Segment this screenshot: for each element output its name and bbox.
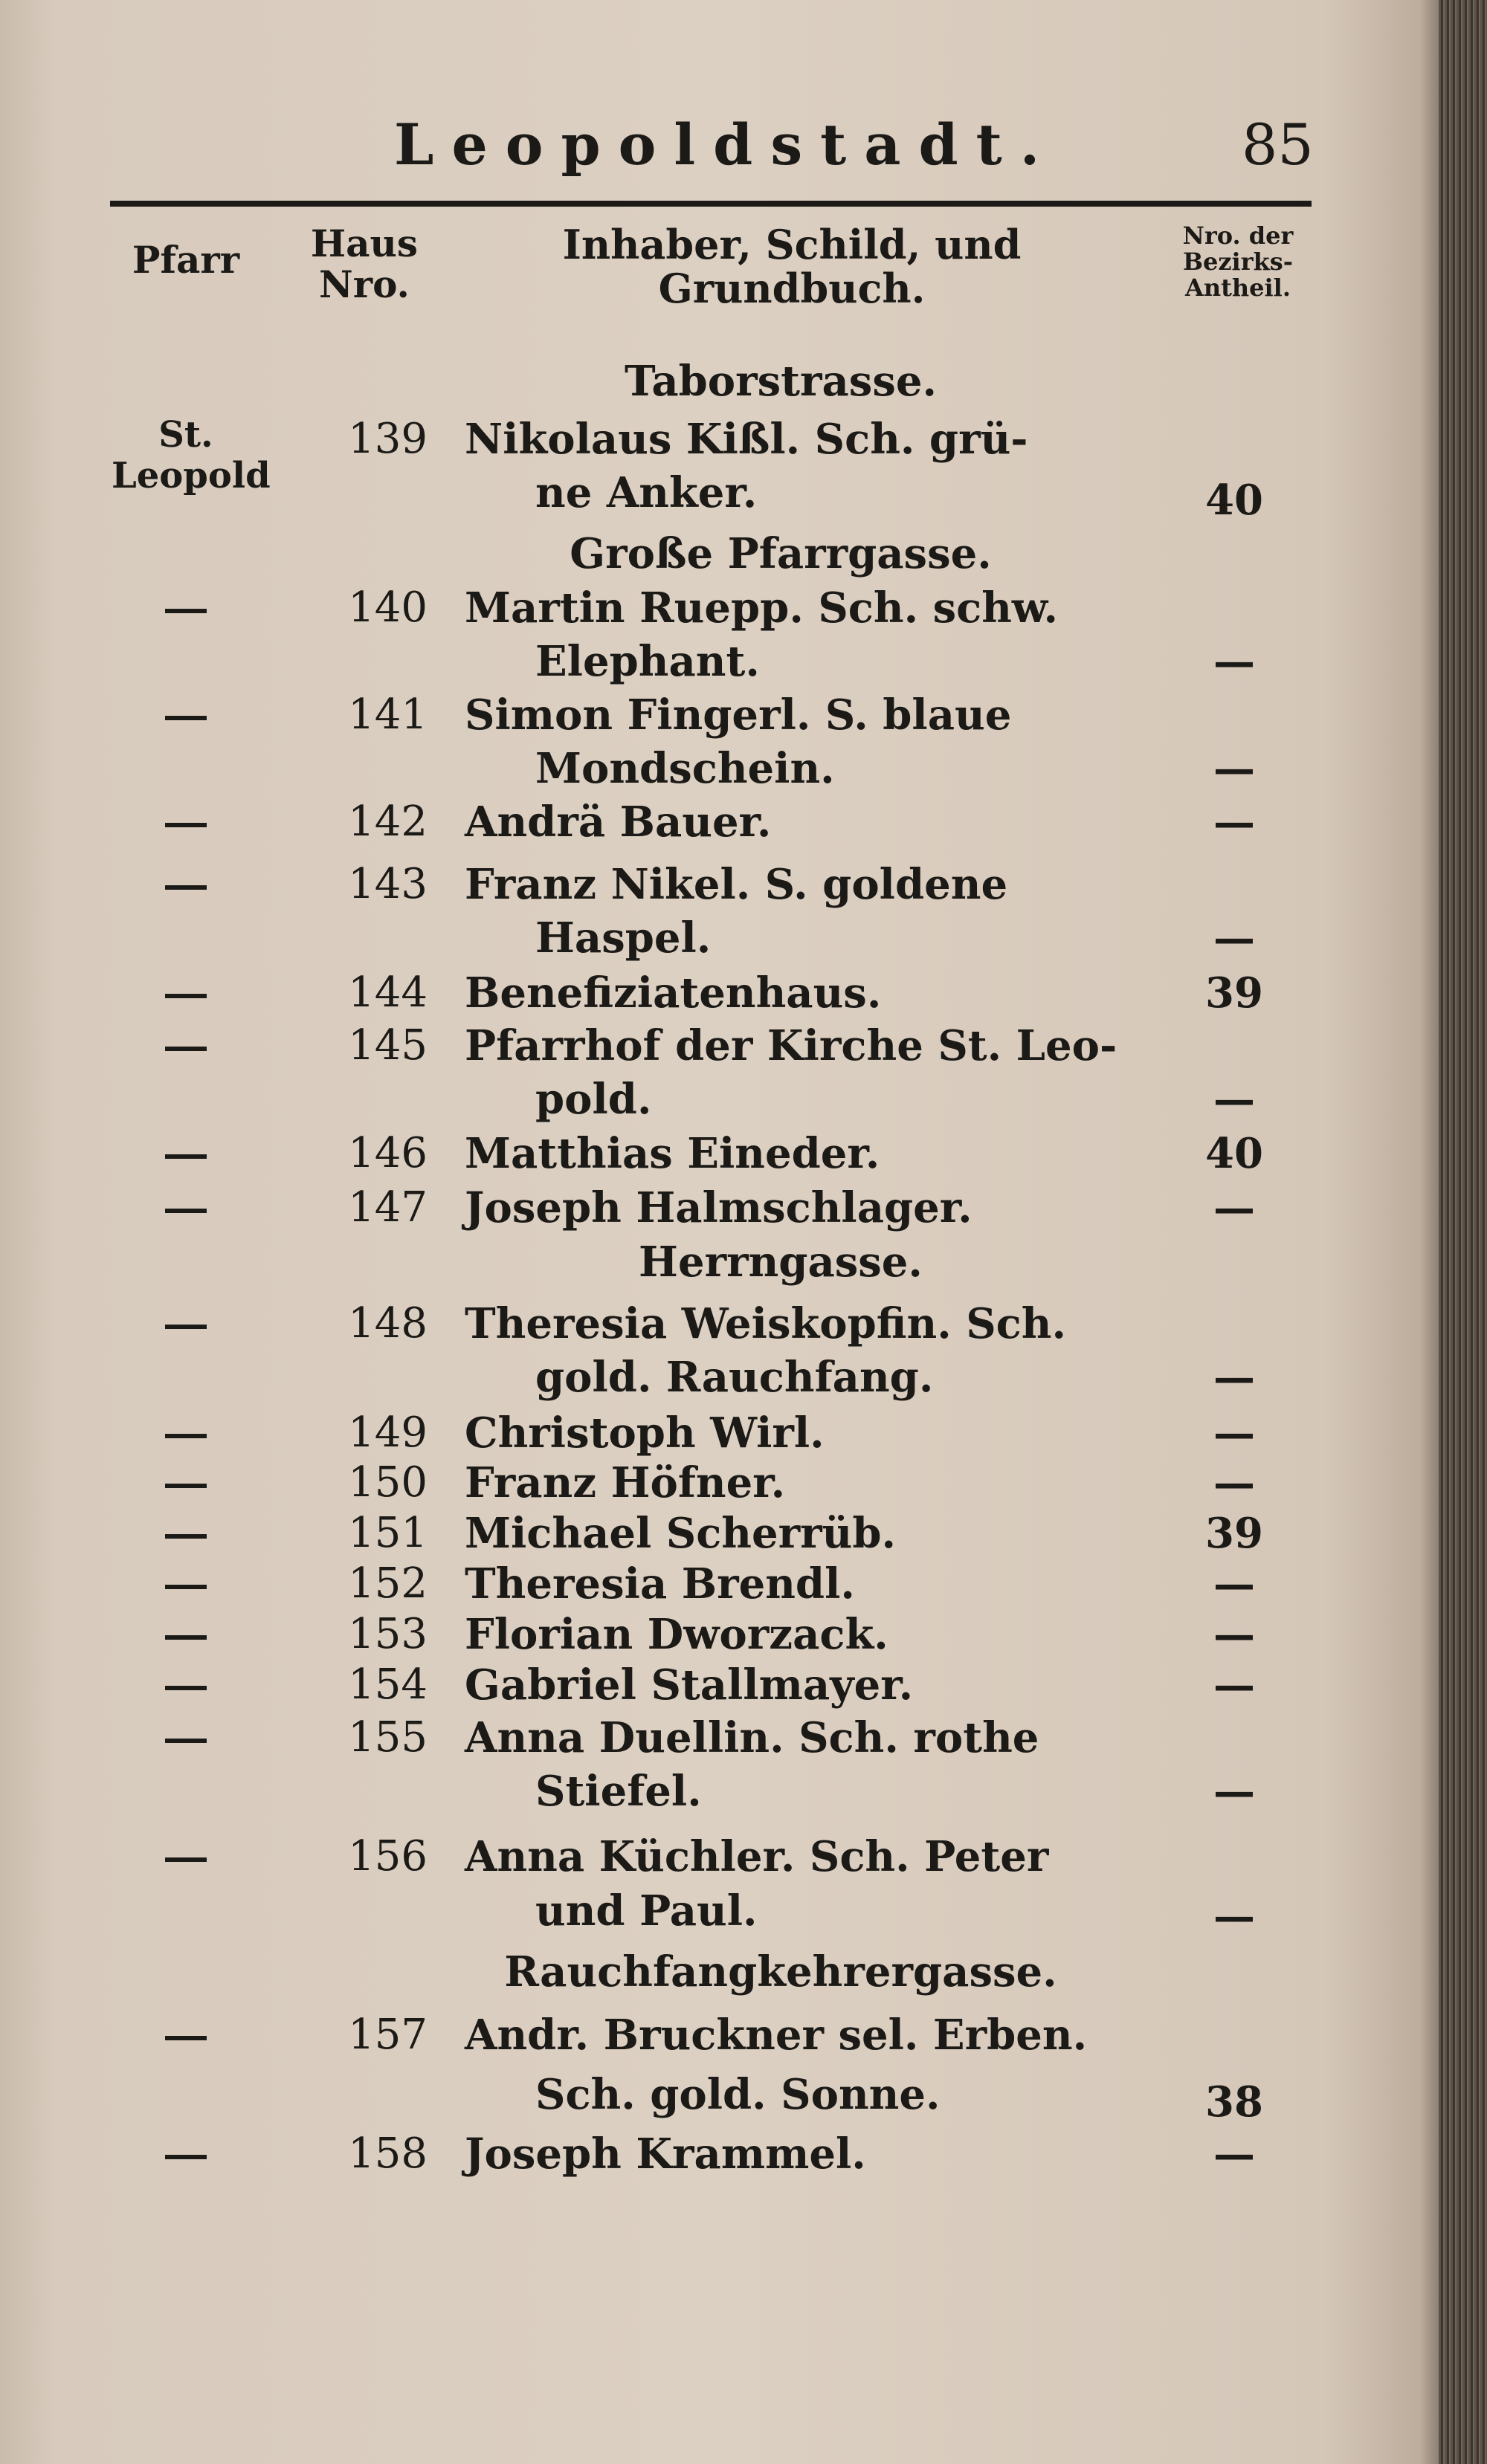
- owner-text: Anna Küchler. Sch. Peter: [465, 1832, 1049, 1881]
- bezirk-cell: —: [1213, 914, 1255, 963]
- bezirk-cell: 39: [1205, 1509, 1263, 1558]
- ditto-dash: [165, 1434, 207, 1438]
- house-number: 151: [348, 1509, 428, 1557]
- ditto-dash: [165, 1154, 207, 1159]
- column-header-inhaber: Inhaber, Schild, und Grundbuch.: [562, 221, 1022, 313]
- book-edge: [1439, 0, 1487, 2464]
- table-row: [0, 1832, 1439, 1884]
- table-row: [0, 1021, 1439, 1073]
- owner-text: Andr. Bruckner sel. Erben.: [465, 2011, 1088, 2060]
- bezirk-cell: —: [1213, 1353, 1255, 1402]
- owner-text: Simon Fingerl. S. blaue: [465, 691, 1012, 740]
- owner-continuation: Mondschein.: [535, 744, 835, 793]
- table-row: [0, 1559, 1439, 1611]
- owner-continuation: Haspel.: [535, 914, 712, 963]
- bezirk-cell: —: [1213, 1183, 1255, 1232]
- ditto-dash: [165, 823, 207, 827]
- pfarr-cell: [112, 1661, 260, 1710]
- street-heading: Taborstrasse.: [625, 357, 937, 406]
- table-row: [0, 1183, 1439, 1235]
- ditto-dash: [165, 1635, 207, 1640]
- bezirk-cell: —: [1213, 1409, 1255, 1458]
- house-number: 157: [348, 2011, 428, 2059]
- ditto-dash: [165, 609, 207, 613]
- house-number: 158: [348, 2130, 428, 2178]
- owner-continuation: Sch. gold. Sonne.: [535, 2070, 941, 2119]
- street-heading: Herrngasse.: [639, 1238, 923, 1287]
- table-row: [0, 1409, 1439, 1461]
- pfarr-cell: [112, 1713, 260, 1762]
- owner-text: Anna Duellin. Sch. rothe: [465, 1713, 1039, 1762]
- house-number: 143: [348, 860, 428, 908]
- street-heading: Rauchfangkehrergasse.: [504, 1947, 1057, 1996]
- owner-continuation: pold.: [535, 1075, 652, 1124]
- owner-text: Michael Scherrüb.: [465, 1509, 897, 1558]
- page-number: 85: [1242, 111, 1314, 178]
- owner-text: Theresia Weiskopfin. Sch.: [465, 1299, 1066, 1348]
- table-row: [0, 1713, 1439, 1765]
- table-row: [0, 969, 1439, 1021]
- pfarr-cell: [112, 1409, 260, 1458]
- ditto-dash: [165, 1686, 207, 1690]
- owner-continuation: Stiefel.: [535, 1767, 702, 1816]
- bezirk-cell: —: [1213, 1610, 1255, 1659]
- pfarr-cell: [112, 1559, 260, 1608]
- house-number: 150: [348, 1458, 428, 1507]
- pfarr-cell: [112, 2011, 260, 2060]
- bezirk-cell: 38: [1205, 2077, 1263, 2127]
- house-number: 156: [348, 1832, 428, 1881]
- house-number: 141: [348, 691, 428, 739]
- pfarr-cell: [112, 798, 260, 847]
- table-row: [0, 2011, 1439, 2063]
- table-row: [0, 1129, 1439, 1181]
- house-number: 152: [348, 1559, 428, 1608]
- house-number: 144: [348, 969, 428, 1017]
- pfarr-cell: [112, 1610, 260, 1659]
- owner-text: Joseph Halmschlager.: [465, 1183, 972, 1232]
- column-header-haus: Haus Nro.: [310, 221, 419, 306]
- bezirk-cell: —: [1213, 1661, 1255, 1710]
- table-row: [0, 798, 1439, 850]
- pfarr-cell: [112, 1021, 260, 1070]
- bezirk-cell: —: [1213, 1767, 1255, 1816]
- ditto-dash: [165, 885, 207, 890]
- bezirk-cell: —: [1213, 2130, 1255, 2179]
- table-row: [0, 1458, 1439, 1510]
- house-number: 139: [348, 415, 428, 463]
- pfarr-cell: [112, 583, 260, 633]
- page-header: Leopoldstadt.: [394, 111, 1058, 178]
- bezirk-cell: 39: [1205, 969, 1263, 1018]
- bezirk-cell: 40: [1205, 476, 1263, 525]
- house-number: 155: [348, 1713, 428, 1762]
- owner-text: Nikolaus Kißl. Sch. grü-: [465, 415, 1028, 464]
- table-row: [0, 1661, 1439, 1713]
- ditto-dash: [165, 994, 207, 998]
- owner-text: Theresia Brendl.: [465, 1559, 855, 1608]
- ditto-dash: [165, 1857, 207, 1862]
- ditto-dash: [165, 716, 207, 720]
- house-number: 149: [348, 1409, 428, 1457]
- pfarr-cell: [112, 1183, 260, 1232]
- owner-text: Gabriel Stallmayer.: [465, 1661, 914, 1710]
- bezirk-cell: —: [1213, 1892, 1255, 1941]
- ditto-dash: [165, 1325, 207, 1329]
- table-row: [0, 1299, 1439, 1351]
- owner-text: Christoph Wirl.: [465, 1409, 825, 1458]
- house-number: 146: [348, 1129, 428, 1177]
- table-row: [0, 1509, 1439, 1561]
- owner-continuation: gold. Rauchfang.: [535, 1353, 934, 1402]
- house-number: 142: [348, 798, 428, 846]
- owner-continuation: ne Anker.: [535, 468, 758, 517]
- pfarr-cell: [112, 1129, 260, 1178]
- table-row: [0, 860, 1439, 912]
- owner-text: Matthias Eineder.: [465, 1129, 880, 1178]
- house-number: 147: [348, 1183, 428, 1232]
- owner-text: Martin Ruepp. Sch. schw.: [465, 583, 1058, 633]
- pfarr-cell: [112, 1832, 260, 1881]
- ditto-dash: [165, 1047, 207, 1051]
- ditto-dash: [165, 2155, 207, 2159]
- pfarr-cell: [112, 2130, 260, 2179]
- owner-text: Florian Dworzack.: [465, 1610, 888, 1659]
- house-number: 153: [348, 1610, 428, 1658]
- pfarr-cell: [112, 1299, 260, 1348]
- ditto-dash: [165, 1534, 207, 1539]
- house-number: 145: [348, 1021, 428, 1070]
- owner-text: Benefiziatenhaus.: [465, 969, 882, 1018]
- owner-text: Joseph Krammel.: [465, 2130, 866, 2179]
- house-number: 140: [348, 583, 428, 632]
- table-row: [0, 583, 1439, 636]
- page-shadow: [1420, 0, 1441, 2464]
- ditto-dash: [165, 2036, 207, 2040]
- owner-continuation: Elephant.: [535, 637, 760, 686]
- pfarr-cell: [112, 1509, 260, 1558]
- house-number: 148: [348, 1299, 428, 1348]
- table-row: [0, 691, 1439, 743]
- bezirk-cell: —: [1213, 1559, 1255, 1608]
- pfarr-cell: [112, 1458, 260, 1507]
- pfarr-cell: [112, 969, 260, 1018]
- ditto-dash: [165, 1209, 207, 1213]
- bezirk-cell: —: [1213, 1075, 1255, 1124]
- pfarr-cell: [112, 691, 260, 740]
- ditto-dash: [165, 1739, 207, 1743]
- pfarr-cell: [112, 860, 260, 909]
- owner-text: Franz Nikel. S. goldene: [465, 860, 1008, 909]
- bezirk-cell: —: [1213, 637, 1255, 686]
- owner-continuation: und Paul.: [535, 1886, 758, 1936]
- header-rule: [110, 201, 1312, 207]
- bezirk-cell: —: [1213, 1458, 1255, 1507]
- column-header-pfarr: Pfarr: [132, 238, 240, 282]
- bezirk-cell: 40: [1205, 1129, 1263, 1178]
- street-heading: Große Pfarrgasse.: [570, 529, 992, 578]
- ditto-dash: [165, 1585, 207, 1589]
- owner-text: Pfarrhof der Kirche St. Leo-: [465, 1021, 1117, 1070]
- pfarr-cell: St. Leopold: [112, 414, 271, 497]
- table-row: [0, 2130, 1439, 2182]
- owner-text: Franz Höfner.: [465, 1458, 786, 1507]
- house-number: 154: [348, 1661, 428, 1709]
- bezirk-cell: —: [1213, 744, 1255, 793]
- column-header-bezirk: Nro. der Bezirks- Antheil.: [1182, 221, 1294, 303]
- table-row: [0, 1610, 1439, 1662]
- ditto-dash: [165, 1484, 207, 1488]
- bezirk-cell: —: [1213, 798, 1255, 847]
- owner-text: Andrä Bauer.: [465, 798, 772, 847]
